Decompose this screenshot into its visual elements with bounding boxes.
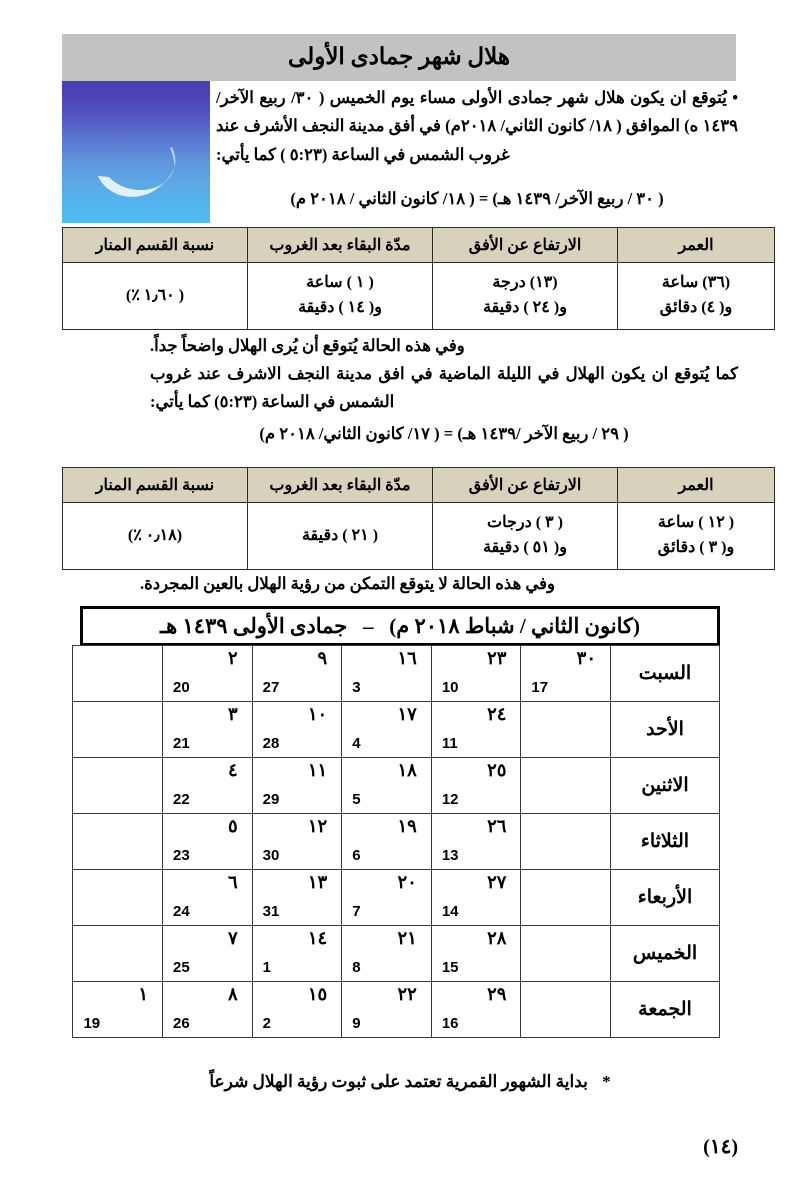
calendar-day-cell[interactable]	[252, 870, 342, 926]
calendar-gregorian-date: 21	[173, 735, 190, 752]
calendar-day-cell[interactable]	[521, 870, 611, 926]
crescent-moon-icon	[62, 81, 210, 223]
calendar-gregorian-date: 14	[441, 903, 459, 920]
calendar-gregorian-date: 22	[173, 791, 190, 808]
header-altitude: الارتفاع عن الأفق	[433, 228, 618, 263]
calendar-gregorian-date: 4	[352, 735, 361, 752]
calendar-day-cell[interactable]	[342, 646, 432, 702]
cell-illumination: (٠٫١٨ ٪)	[63, 503, 248, 570]
calendar-gregorian-date: 24	[173, 903, 190, 920]
calendar-day-cell[interactable]	[431, 870, 521, 926]
calendar-day-cell[interactable]	[163, 982, 253, 1038]
calendar-day-name: الثلاثاء	[611, 814, 720, 870]
cell-altitude	[433, 503, 618, 570]
calendar-hijri-date: ٥	[227, 816, 238, 836]
calendar-gregorian-date: 6	[352, 847, 361, 864]
footnote-text: بداية الشهور القمرية تعتمد على ثبوت رؤية الهلال شرعاً	[209, 1072, 588, 1091]
calendar-day-name: الأحد	[611, 702, 720, 758]
calendar-day-cell[interactable]	[521, 926, 611, 982]
calendar-hijri-date: ٢٢	[397, 984, 417, 1004]
calendar-day-cell[interactable]	[431, 702, 521, 758]
calendar-day-cell[interactable]	[521, 758, 611, 814]
calendar-hijri-date: ٩	[317, 648, 328, 668]
table-row	[63, 503, 775, 570]
calendar-day-cell[interactable]	[252, 758, 342, 814]
cell-altitude-line2: و( ٢٤ ) دقيقة	[483, 299, 567, 316]
header-duration: مدّة البقاء بعد الغروب	[248, 228, 433, 263]
calendar-gregorian-date: 3	[352, 679, 361, 696]
calendar-day-cell[interactable]	[342, 870, 432, 926]
monthly-calendar	[80, 606, 720, 1038]
calendar-day-cell[interactable]	[73, 646, 163, 702]
calendar-title	[80, 606, 720, 646]
calendar-day-cell[interactable]	[431, 926, 521, 982]
table-row	[63, 263, 775, 330]
calendar-gregorian-date: 19	[83, 1015, 101, 1032]
cell-illumination: ( ١٫٦٠ ٪)	[63, 263, 248, 330]
calendar-day-cell[interactable]	[252, 926, 342, 982]
cell-duration: ( ٢١ ) دقيقة	[248, 503, 433, 570]
calendar-gregorian-date: 5	[352, 791, 361, 808]
calendar-day-cell[interactable]	[73, 758, 163, 814]
calendar-day-cell[interactable]	[252, 646, 342, 702]
calendar-row	[73, 646, 720, 702]
hilal-data-table-2	[62, 467, 775, 570]
cell-duration-line1: ( ١ ) ساعة	[306, 274, 374, 292]
calendar-row	[73, 702, 720, 758]
calendar-day-cell[interactable]	[431, 814, 521, 870]
calendar-hijri-date: ٣٠	[576, 648, 596, 668]
calendar-hijri-date: ١٨	[397, 760, 417, 780]
calendar-hijri-date: ٢٦	[487, 816, 507, 836]
header-age: العمر	[618, 468, 775, 503]
paragraph-previous-night: كما يُتوقع ان يكون الهلال في الليلة الماضية في افق مدينة النجف الاشرف عند غروب الشمس في الساعة (٥:٢٣) كما يأتي:	[150, 364, 738, 412]
date-equation-2: ( ٢٩ / ربيع الآخر /١٤٣٩ هـ) = ( ١٧/ كانون الثاني/ ٢٠١٨ م)	[259, 424, 629, 443]
calendar-hijri-date: ٢٥	[487, 760, 507, 780]
calendar-gregorian-date: 23	[173, 847, 190, 864]
calendar-day-cell[interactable]	[163, 646, 253, 702]
calendar-gregorian-date: 1	[262, 959, 271, 976]
page-title: هلال شهر جمادى الأولى	[288, 44, 510, 69]
crescent-moon-image	[62, 81, 210, 223]
date-equation-1: ( ٣٠ / ربيع الآخر/ ١٤٣٩ هـ) = ( ١٨/ كانون الثاني / ٢٠١٨ م)	[290, 189, 664, 208]
cell-duration-line2: و( ١٤ ) دقيقة	[298, 299, 382, 316]
calendar-hijri-date: ١٤	[307, 928, 328, 948]
calendar-day-cell[interactable]	[163, 926, 253, 982]
cell-altitude-line1: (١٣) درجة	[492, 274, 558, 292]
calendar-row	[73, 926, 720, 982]
cell-age-line1: (٣٦) ساعة	[661, 274, 731, 292]
cell-age-line2: و( ٤) دقائق	[659, 299, 733, 316]
calendar-day-cell[interactable]	[431, 982, 521, 1038]
cell-age-line2: و( ٣ ) دقائق	[657, 539, 735, 556]
table-header-row	[63, 468, 775, 503]
header-illumination: نسبة القسم المنار	[63, 228, 248, 263]
calendar-day-cell[interactable]	[163, 870, 253, 926]
calendar-day-cell[interactable]	[252, 982, 342, 1038]
calendar-hijri-date: ٢٧	[487, 872, 507, 892]
calendar-day-cell[interactable]	[73, 702, 163, 758]
calendar-day-cell[interactable]	[521, 982, 611, 1038]
calendar-day-cell[interactable]	[73, 926, 163, 982]
calendar-hijri-date: ٢٩	[487, 984, 507, 1004]
cell-age-line1: ( ١٢ ) ساعة	[657, 514, 735, 532]
calendar-day-name: الجمعة	[611, 982, 720, 1038]
calendar-hijri-date: ١٠	[307, 704, 328, 724]
calendar-day-name: الاثنين	[611, 758, 720, 814]
calendar-day-name: الأربعاء	[611, 870, 720, 926]
calendar-gregorian-date: 30	[262, 847, 280, 864]
calendar-gregorian-date: 17	[531, 679, 549, 696]
calendar-gregorian-date: 20	[173, 679, 190, 696]
calendar-hijri-date: ١	[138, 984, 149, 1004]
calendar-gregorian-date: 27	[262, 679, 280, 696]
calendar-gregorian-date: 10	[441, 679, 459, 696]
calendar-day-cell[interactable]	[431, 758, 521, 814]
calendar-hijri-date: ٧	[227, 928, 238, 948]
cell-altitude	[433, 263, 618, 330]
calendar-hijri-date: ١٣	[307, 872, 328, 892]
calendar-day-cell[interactable]	[521, 646, 611, 702]
calendar-gregorian-date: 15	[441, 959, 459, 976]
calendar-gregorian-date: 26	[173, 1015, 190, 1032]
calendar-day-cell[interactable]	[73, 814, 163, 870]
calendar-day-cell[interactable]	[163, 702, 253, 758]
cell-age	[618, 263, 775, 330]
calendar-day-cell[interactable]	[342, 926, 432, 982]
calendar-day-cell[interactable]	[163, 814, 253, 870]
calendar-hijri-date: ٦	[227, 872, 238, 892]
calendar-gregorian-date: 13	[441, 847, 459, 864]
calendar-day-name: الخميس	[611, 926, 720, 982]
calendar-gregorian-date: 12	[441, 791, 459, 808]
paragraph-visibility-note-2: وفي هذه الحالة لا يتوقع التمكن من رؤية الهلال بالعين المجردة.	[140, 574, 555, 593]
calendar-hijri-date: ١٩	[397, 816, 417, 836]
calendar-hijri-date: ١٦	[397, 648, 417, 668]
calendar-grid	[72, 645, 720, 1038]
page-title-bar	[62, 34, 736, 81]
calendar-day-cell[interactable]	[252, 814, 342, 870]
cell-altitude-line2: و( ٥١ ) دقيقة	[483, 539, 567, 556]
calendar-day-cell[interactable]	[521, 814, 611, 870]
calendar-gregorian-date: 16	[441, 1015, 459, 1032]
paragraph-visibility-note-1: وفي هذه الحالة يُتوقع أن يُرى الهلال واضحاً جداً.	[150, 336, 465, 355]
calendar-hijri-date: ١٥	[307, 984, 328, 1004]
calendar-day-cell[interactable]	[163, 758, 253, 814]
header-illumination: نسبة القسم المنار	[63, 468, 248, 503]
paragraph-hilal-forecast: • يُتوقع ان يكون هلال شهر جمادى الأولى مساء يوم الخميس ( ٣٠/ ربيع الآخر/ ١٤٣٩ ه) الموافق ( ١٨/ كانون الثاني/ ٢٠١٨م) في أفق مدينة النجف الأشرف عند غروب الشمس في الساعة (٥:٢٣ ) كما يأتي:	[216, 88, 739, 164]
calendar-title-hijri: جمادى الأولى ١٤٣٩ هـ	[159, 613, 348, 638]
cell-age	[618, 503, 775, 570]
calendar-gregorian-date: 9	[352, 1015, 361, 1032]
calendar-hijri-date: ١٢	[307, 816, 328, 836]
header-altitude: الارتفاع عن الأفق	[433, 468, 618, 503]
calendar-gregorian-date: 8	[352, 959, 361, 976]
calendar-gregorian-date: 29	[262, 791, 280, 808]
calendar-hijri-date: ٤	[227, 760, 238, 780]
calendar-hijri-date: ٢١	[397, 928, 417, 948]
calendar-day-cell[interactable]	[73, 870, 163, 926]
hilal-data-table-1	[62, 227, 775, 330]
calendar-hijri-date: ٢	[227, 648, 238, 668]
footnote	[100, 1072, 720, 1092]
calendar-day-cell[interactable]	[342, 702, 432, 758]
calendar-day-cell[interactable]	[342, 982, 432, 1038]
page-number: (١٤)	[703, 1136, 738, 1158]
calendar-gregorian-date: 25	[173, 959, 190, 976]
cell-duration	[248, 263, 433, 330]
calendar-hijri-date: ٢٤	[487, 704, 507, 724]
calendar-gregorian-date: 11	[441, 735, 458, 752]
calendar-gregorian-date: 2	[262, 1015, 271, 1032]
calendar-title-gregorian: (كانون الثاني / شباط ٢٠١٨ م)	[389, 613, 641, 638]
calendar-day-cell[interactable]	[342, 758, 432, 814]
calendar-row	[73, 982, 720, 1038]
calendar-hijri-date: ١٧	[397, 704, 417, 724]
calendar-hijri-date: ٣	[227, 704, 238, 724]
calendar-row	[73, 758, 720, 814]
calendar-title-dash: –	[363, 613, 374, 638]
cell-altitude-line1: ( ٣ ) درجات	[487, 514, 563, 532]
calendar-day-cell[interactable]	[431, 646, 521, 702]
calendar-day-cell[interactable]	[252, 702, 342, 758]
calendar-day-cell[interactable]	[521, 702, 611, 758]
calendar-gregorian-date: 7	[352, 903, 361, 920]
table-header-row	[63, 228, 775, 263]
calendar-hijri-date: ٢٨	[487, 928, 507, 948]
calendar-row	[73, 814, 720, 870]
calendar-day-name: السبت	[611, 646, 720, 702]
header-age: العمر	[618, 228, 775, 263]
calendar-day-cell[interactable]	[73, 982, 163, 1038]
calendar-gregorian-date: 28	[262, 735, 280, 752]
calendar-day-cell[interactable]	[342, 814, 432, 870]
header-duration: مدّة البقاء بعد الغروب	[248, 468, 433, 503]
calendar-gregorian-date: 31	[262, 903, 280, 920]
footnote-star: *	[602, 1072, 611, 1091]
calendar-hijri-date: ١١	[307, 760, 328, 780]
calendar-row	[73, 870, 720, 926]
calendar-hijri-date: ٨	[227, 984, 238, 1004]
calendar-hijri-date: ٢٣	[487, 648, 507, 668]
calendar-hijri-date: ٢٠	[397, 872, 417, 892]
